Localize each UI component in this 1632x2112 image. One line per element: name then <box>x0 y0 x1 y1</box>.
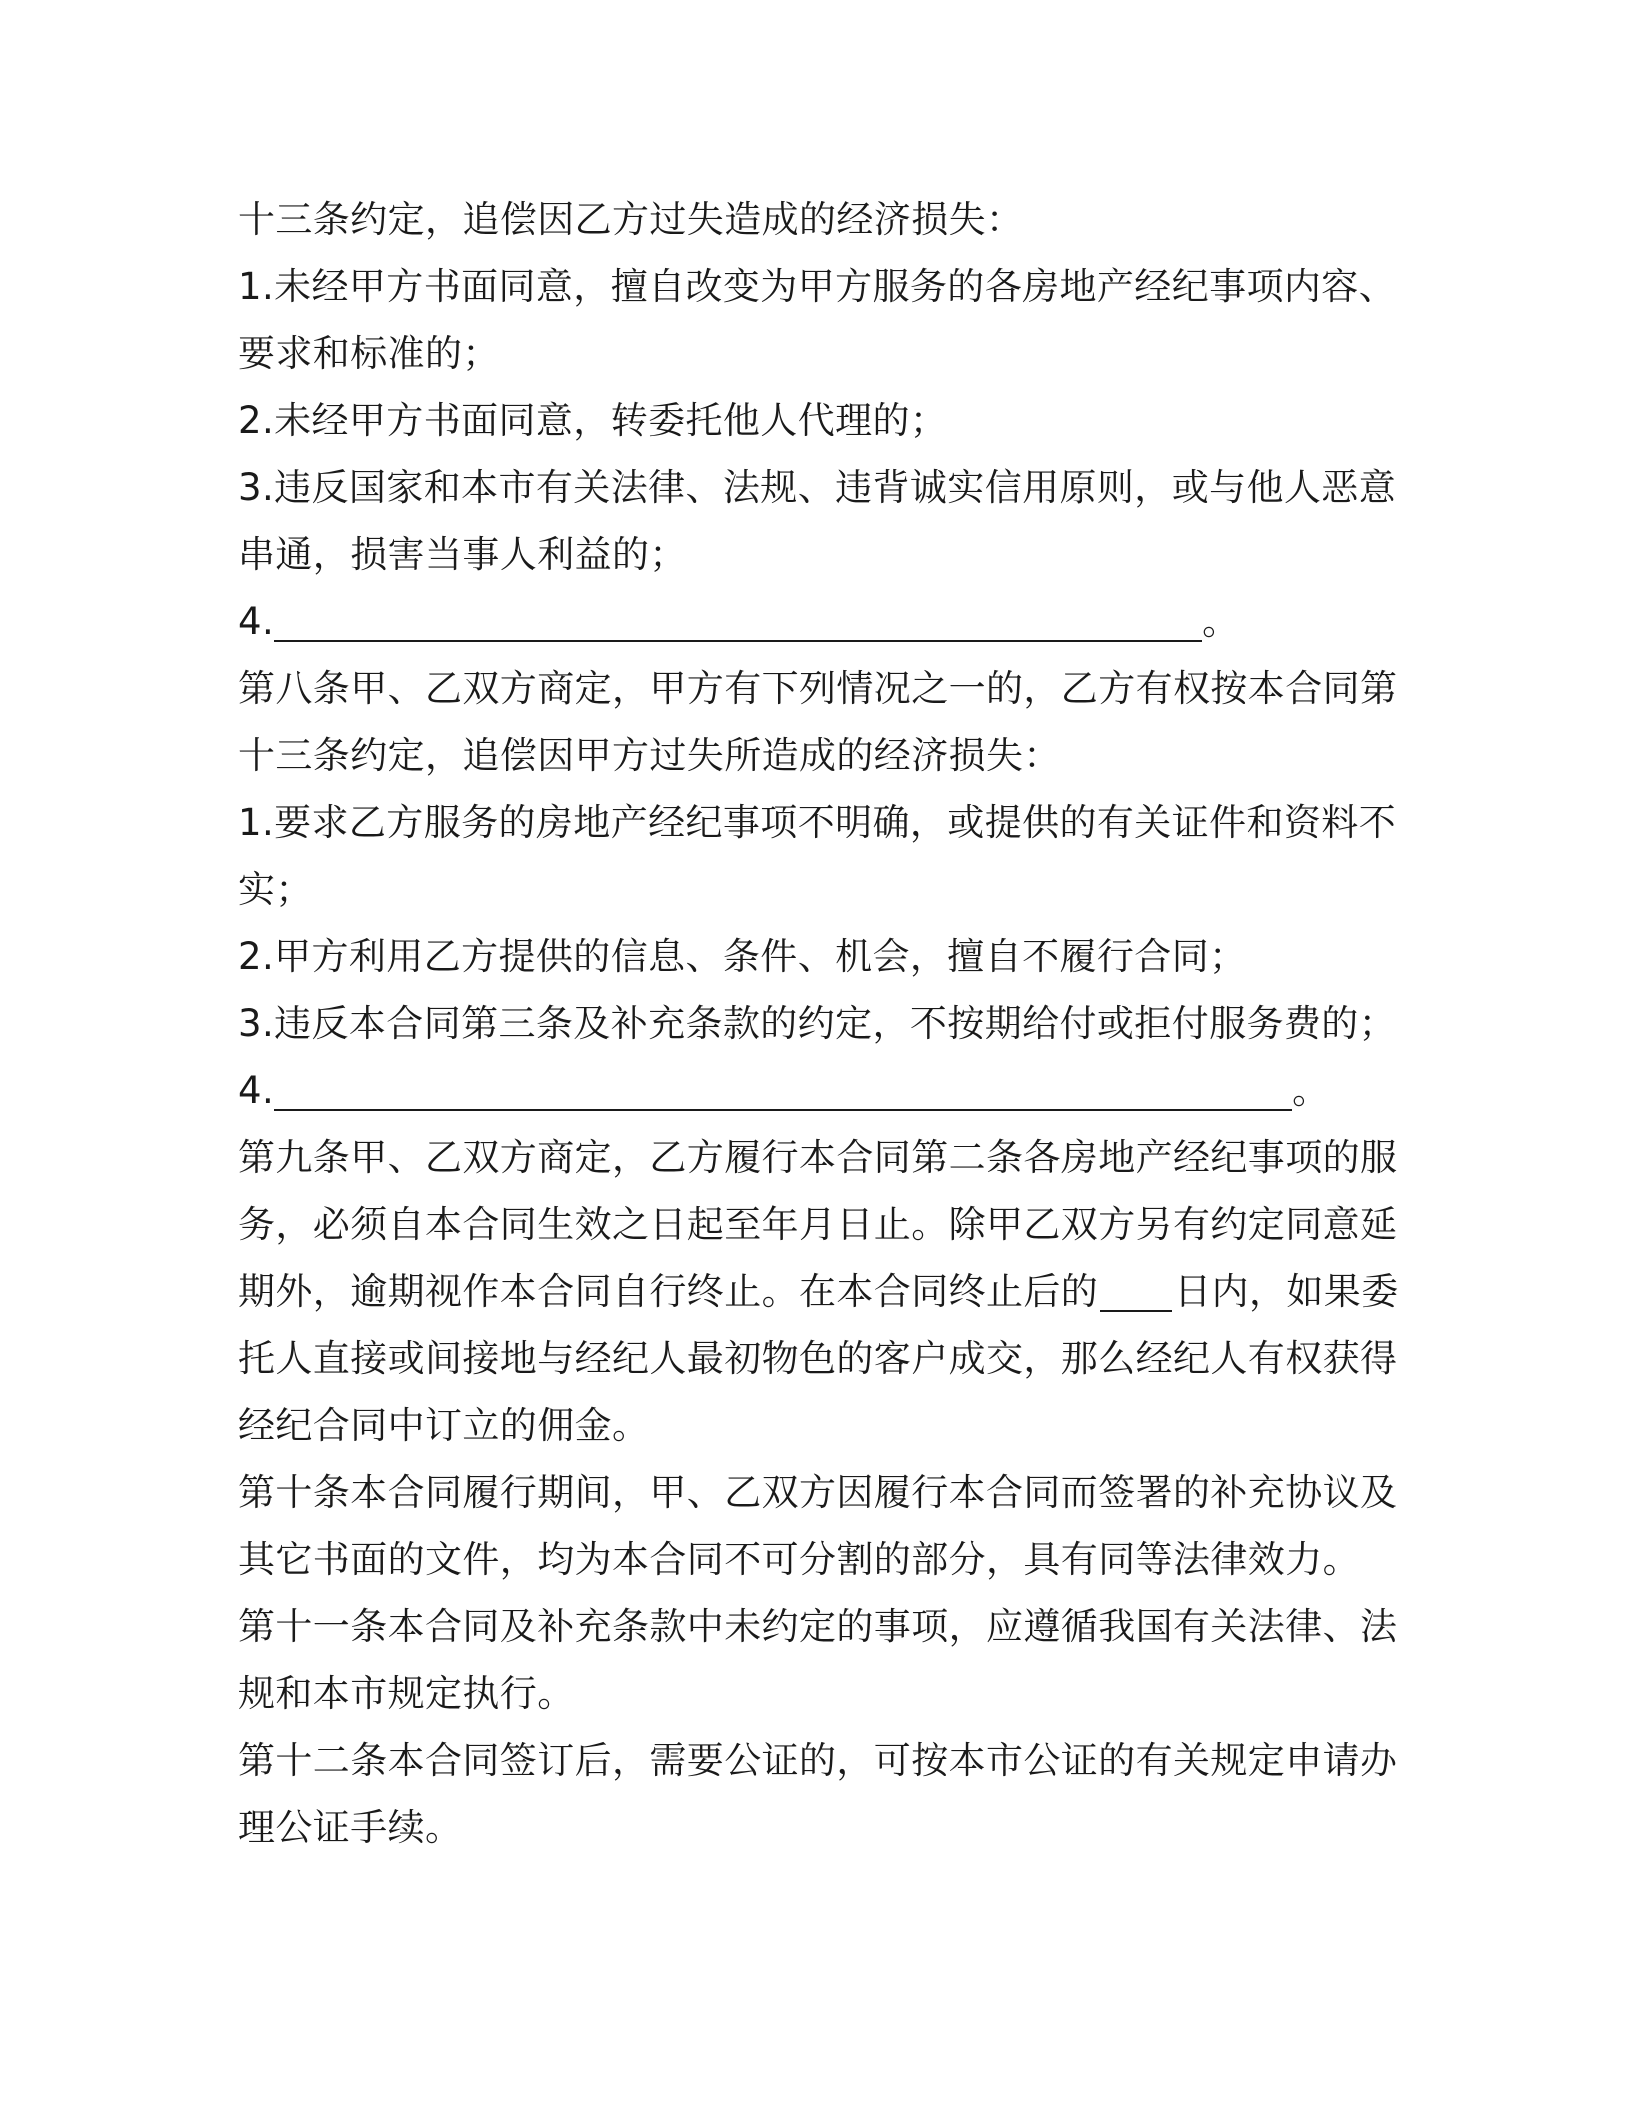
text-line: 规和本市规定执行。 <box>238 1672 575 1715</box>
fill-in-blank[interactable] <box>274 602 1202 642</box>
text-line: 第八条甲、乙双方商定，甲方有下列情况之一的，乙方有权按本合同第 <box>238 667 1398 710</box>
text-after-blank: 日内，如果委 <box>1174 1270 1399 1313</box>
text-line: 2.甲方利用乙方提供的信息、条件、机会，擅自不履行合同； <box>238 935 1247 978</box>
text-line: 2.未经甲方书面同意，转委托他人代理的； <box>238 399 948 442</box>
fill-in-blank[interactable] <box>274 1071 1292 1111</box>
item-number: 4. <box>238 1069 275 1112</box>
text-line: 第十一条本合同及补充条款中未约定的事项，应遵循我国有关法律、法 <box>238 1605 1398 1648</box>
text-line: 要求和标准的； <box>238 332 500 375</box>
text-line: 实； <box>238 868 313 911</box>
text-line: 第十条本合同履行期间，甲、乙双方因履行本合同而签署的补充协议及 <box>238 1471 1398 1514</box>
item-4-line <box>238 588 1398 655</box>
text-line: 串通，损害当事人利益的； <box>238 533 687 576</box>
text-before-blank: 期外，逾期视作本合同自行终止。在本合同终止后的 <box>238 1270 1099 1313</box>
text-line: 1.未经甲方书面同意，擅自改变为甲方服务的各房地产经纪事项内容、 <box>238 265 1397 308</box>
days-blank[interactable] <box>1100 1272 1172 1312</box>
text-line: 托人直接或间接地与经纪人最初物色的客户成交，那么经纪人有权获得 <box>238 1337 1398 1380</box>
text-line: 十三条约定，追偿因乙方过失造成的经济损失： <box>238 198 1024 241</box>
text-line-with-blank <box>238 1258 1398 1325</box>
text-line: 第九条甲、乙双方商定，乙方履行本合同第二条各房地产经纪事项的服 <box>238 1136 1398 1179</box>
text-line: 3.违反本合同第三条及补充条款的约定，不按期给付或拒付服务费的； <box>238 1002 1397 1045</box>
text-line: 十三条约定，追偿因甲方过失所造成的经济损失： <box>238 734 1061 777</box>
contract-text <box>238 186 1398 1861</box>
text-line: 第十二条本合同签订后，需要公证的，可按本市公证的有关规定申请办 <box>238 1739 1398 1782</box>
text-line: 其它书面的文件，均为本合同不可分割的部分，具有同等法律效力。 <box>238 1538 1360 1581</box>
text-line: 务，必须自本合同生效之日起至年月日止。除甲乙双方另有约定同意延 <box>238 1203 1398 1246</box>
text-line: 经纪合同中订立的佣金。 <box>238 1404 650 1447</box>
item-number: 4. <box>238 600 275 643</box>
text-line: 理公证手续。 <box>238 1806 463 1849</box>
line-end-mark: 。 <box>1292 1069 1330 1112</box>
item-4-line <box>238 1057 1398 1124</box>
text-line: 3.违反国家和本市有关法律、法规、违背诚实信用原则，或与他人恶意 <box>238 466 1397 509</box>
text-line: 1.要求乙方服务的房地产经纪事项不明确，或提供的有关证件和资料不 <box>238 801 1397 844</box>
line-end-mark: 。 <box>1202 600 1240 643</box>
